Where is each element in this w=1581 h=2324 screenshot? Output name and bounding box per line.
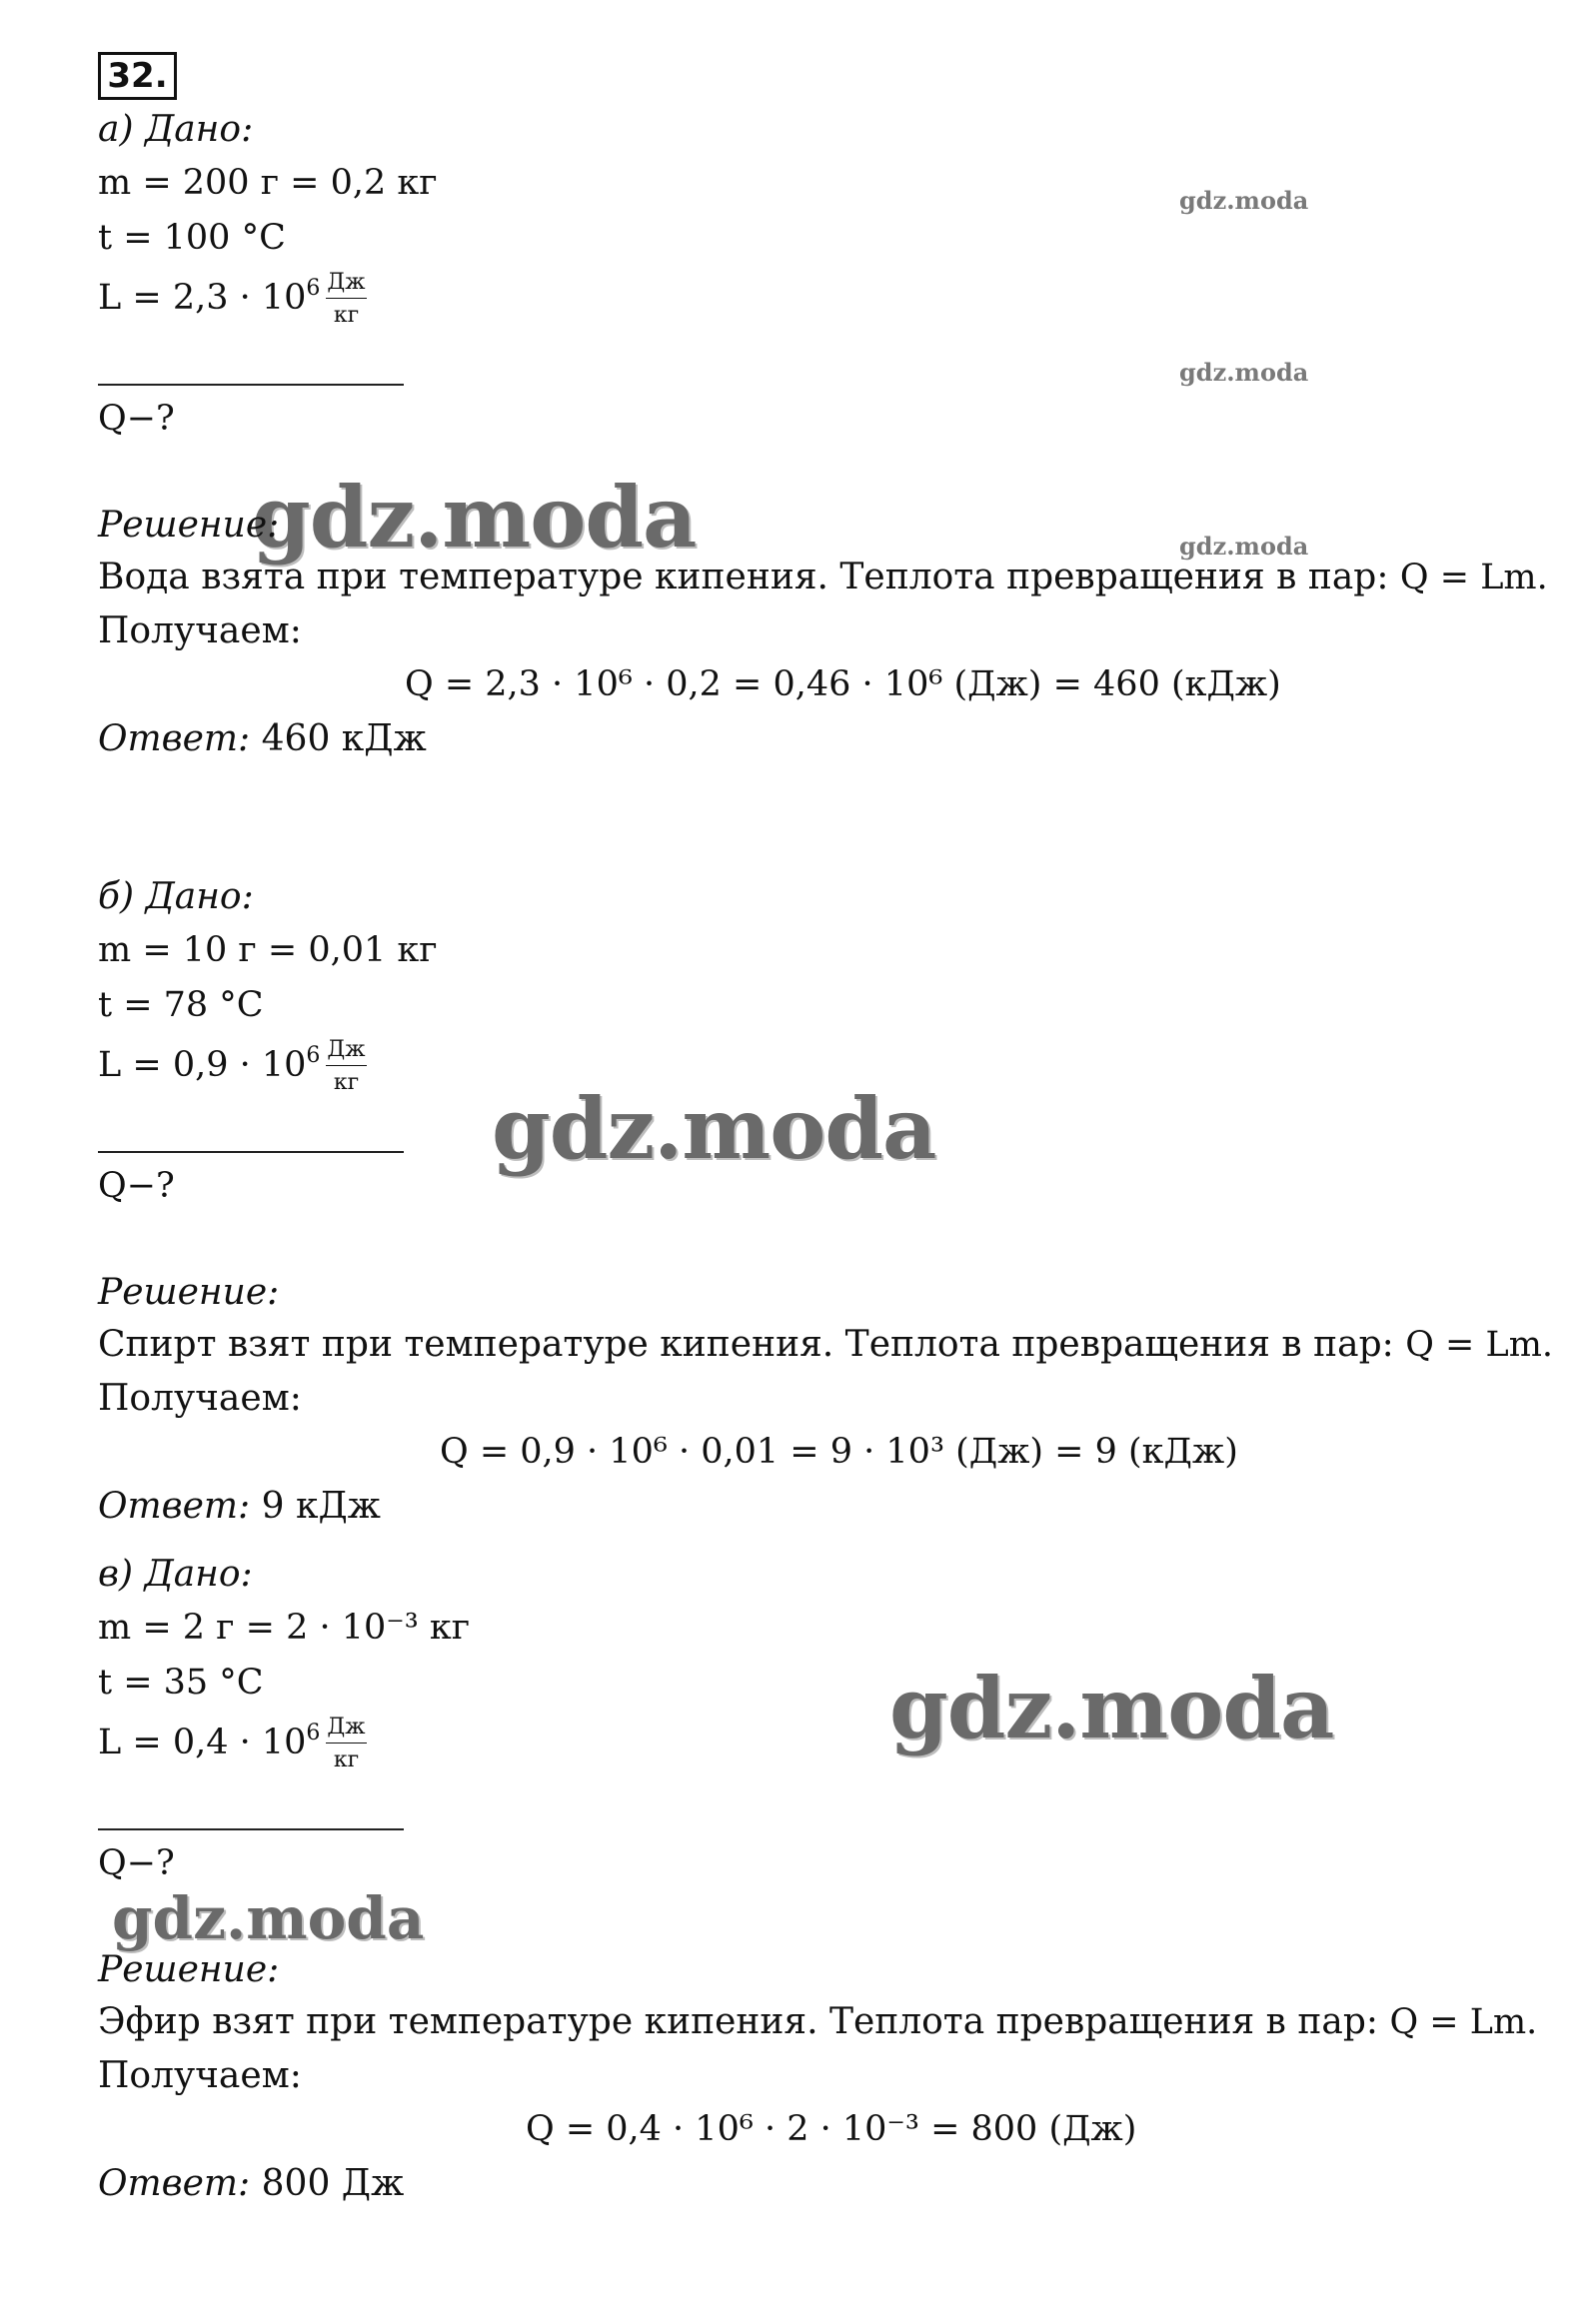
unit-numerator: Дж [326,1715,366,1743]
answer-value: 800 Дж [261,2163,405,2204]
given-mass: m = 200 г = 0,2 кг [98,163,438,203]
answer-line [98,1486,381,1527]
formula: Q = Lm. [1405,1325,1554,1365]
watermark-small: gdz.moda [1179,186,1309,215]
solution-text [98,2001,1538,2042]
solution-label: Решение: [98,505,280,546]
unit-fraction [326,270,366,329]
given-divider [98,1151,404,1153]
watermark-small: gdz.moda [1179,532,1309,561]
solution-label: Решение: [98,1949,280,1990]
solution-label: Решение: [98,1272,280,1313]
get-label: Получаем: [98,2055,302,2096]
solution-text [98,1324,1554,1365]
given-mass: m = 10 г = 0,01 кг [98,930,438,970]
given-divider [98,384,404,386]
unit-fraction [326,1037,366,1096]
formula: Q = Lm. [1389,2002,1538,2042]
get-label: Получаем: [98,1378,302,1419]
given-temperature: t = 100 °C [98,218,286,258]
watermark-big: gdz.moda [252,468,697,567]
given-label: б) Дано: [98,876,254,917]
get-label: Получаем: [98,610,302,651]
answer-label: Ответ: [98,718,251,759]
given-label: а) Дано: [98,109,254,150]
unit-fraction [326,1715,366,1773]
answer-line [98,2163,405,2204]
solution-sentence: Эфир взят при температуре кипения. Теплота превращения в пар: [98,2001,1379,2042]
solution-sentence: Вода взята при температуре кипения. Теплота превращения в пар: [98,557,1389,597]
answer-line [98,718,427,759]
given-mass: m = 2 г = 2 · 10⁻³ кг [98,1608,471,1648]
given-temperature: t = 78 °C [98,985,264,1025]
watermark-mid: gdz.moda [112,1884,425,1952]
unit-denominator: кг [333,1070,360,1096]
given-latent-heat [98,1715,367,1773]
given-temperature: t = 35 °C [98,1663,264,1703]
given-latent-heat [98,270,367,329]
unit-numerator: Дж [326,1037,366,1066]
exponent: 6 [306,1720,321,1745]
unit-denominator: кг [333,1747,360,1773]
formula: Q = Lm. [1399,558,1548,597]
unit-numerator: Дж [326,270,366,299]
unknown-quantity: Q−? [98,1166,175,1206]
calculation: Q = 2,3 · 10⁶ · 0,2 = 0,46 · 10⁶ (Дж) = 460 (кДж) [405,664,1281,704]
answer-value: 460 кДж [261,718,427,759]
answer-label: Ответ: [98,2163,251,2204]
exponent: 6 [306,1042,321,1068]
exponent: 6 [306,275,321,301]
unknown-quantity: Q−? [98,1843,175,1883]
latent-heat-value: L = 2,3 · 10 [98,277,307,318]
solution-text [98,557,1548,597]
problem-number: 32. [98,52,177,100]
given-latent-heat [98,1037,367,1096]
watermark-big: gdz.moda [889,1659,1334,1757]
calculation: Q = 0,4 · 10⁶ · 2 · 10⁻³ = 800 (Дж) [526,2109,1137,2149]
unknown-quantity: Q−? [98,399,175,439]
watermark-big: gdz.moda [492,1079,936,1178]
unit-denominator: кг [333,303,360,329]
given-label: в) Дано: [98,1554,253,1595]
given-divider [98,1828,404,1830]
answer-value: 9 кДж [261,1486,381,1527]
latent-heat-value: L = 0,4 · 10 [98,1722,307,1762]
solution-sentence: Спирт взят при температуре кипения. Теплота превращения в пар: [98,1324,1394,1365]
calculation: Q = 0,9 · 10⁶ · 0,01 = 9 · 10³ (Дж) = 9 (кДж) [440,1432,1238,1472]
latent-heat-value: L = 0,9 · 10 [98,1044,307,1085]
watermark-small: gdz.moda [1179,358,1309,387]
answer-label: Ответ: [98,1486,251,1527]
